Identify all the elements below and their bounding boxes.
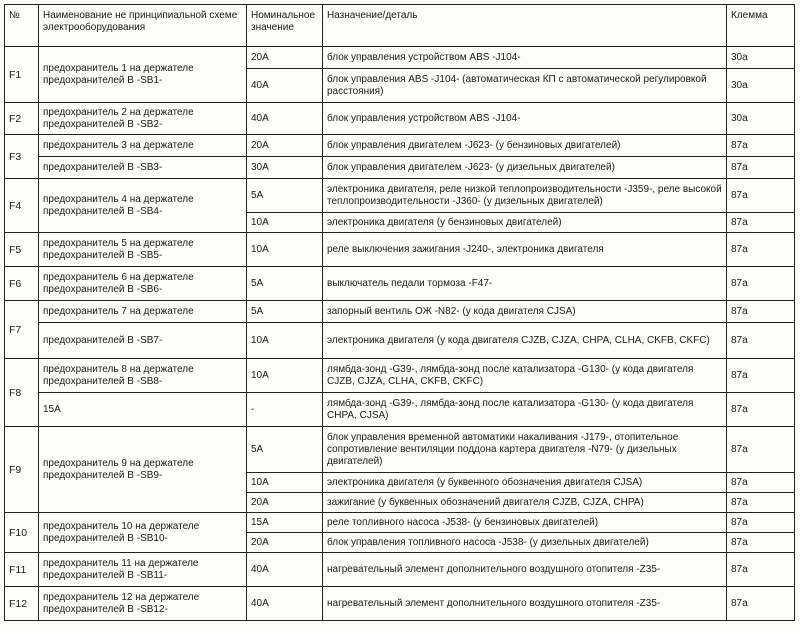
table-row	[5, 103, 795, 135]
fuse-terminal: 30а	[727, 69, 795, 103]
fuse-name: предохранитель 12 на держателе предохранителей В -SB12-	[39, 587, 247, 621]
fuse-terminal: 87а	[727, 513, 795, 533]
table-row	[5, 135, 795, 157]
fuse-rating: 10А	[247, 323, 323, 359]
fuse-rating: 40А	[247, 553, 323, 587]
header-name: Наименование не принципиальной схеме электрооборудования	[39, 5, 247, 47]
fuse-name: 15А	[39, 393, 247, 427]
fuse-name: предохранитель 5 на держателе предохранителей В -SB5-	[39, 233, 247, 267]
fuse-rating: 40А	[247, 69, 323, 103]
fuse-name: предохранитель 10 на держателе предохранителей В -SB10-	[39, 513, 247, 553]
fuse-rating: 5А	[247, 267, 323, 301]
fuse-purpose: нагревательный элемент дополнительного воздушного отопителя -Z35-	[323, 587, 727, 621]
table-row	[5, 179, 795, 213]
table-row	[5, 301, 795, 323]
header-terminal: Клемма	[727, 5, 795, 47]
fuse-terminal: 87а	[727, 473, 795, 493]
fuse-purpose: электроника двигателя (у буквенного обозначения двигателя CJSA)	[323, 473, 727, 493]
fuse-terminal: 87а	[727, 359, 795, 393]
fuse-name: предохранитель 6 на держателе предохранителей В -SB6-	[39, 267, 247, 301]
fuse-number: F8	[5, 359, 39, 427]
fuse-purpose: блок управления топливного насоса -J538- (у дизельных двигателей)	[323, 533, 727, 553]
fuse-name: предохранителей В -SB3-	[39, 157, 247, 179]
fuse-rating: 20А	[247, 135, 323, 157]
header-row	[5, 5, 795, 47]
fuse-number: F12	[5, 587, 39, 621]
fuse-terminal: 87а	[727, 393, 795, 427]
fuse-rating: 5А	[247, 427, 323, 473]
fuse-name: предохранитель 1 на держателе предохранителей В -SB1-	[39, 47, 247, 103]
table-row	[5, 323, 795, 359]
table-row	[5, 513, 795, 533]
table-row	[5, 553, 795, 587]
table-row	[5, 427, 795, 473]
fuse-rating: 10А	[247, 213, 323, 233]
fuse-rating: 10А	[247, 233, 323, 267]
fuse-number: F2	[5, 103, 39, 135]
fuse-terminal: 87а	[727, 493, 795, 513]
table-row	[5, 393, 795, 427]
fuse-terminal: 87а	[727, 135, 795, 157]
table-row	[5, 47, 795, 69]
header-num: №	[5, 5, 39, 47]
fuse-terminal: 87а	[727, 301, 795, 323]
fuse-purpose: блок управления временной автоматики накаливания -J179-, отопительное сопротивление вентиляции поддона картера двигателя -N79- (у дизельных двигателей)	[323, 427, 727, 473]
fuse-number: F9	[5, 427, 39, 513]
fuse-rating: 30А	[247, 157, 323, 179]
table-row	[5, 587, 795, 621]
fuse-terminal: 30а	[727, 47, 795, 69]
fuse-rating: 20А	[247, 47, 323, 69]
fuse-purpose: блок управления устройством ABS -J104-	[323, 103, 727, 135]
fuse-name: предохранитель 11 на держателе предохранителей В -SB11-	[39, 553, 247, 587]
fuse-table	[4, 4, 795, 621]
fuse-rating: 10А	[247, 473, 323, 493]
fuse-purpose: лямбда-зонд -G39-, лямбда-зонд после катализатора -G130- (у кода двигателя CHPA, CJSA)	[323, 393, 727, 427]
fuse-rating: 20А	[247, 493, 323, 513]
fuse-purpose: реле топливного насоса -J538- (у бензиновых двигателей)	[323, 513, 727, 533]
fuse-name: предохранитель 8 на держателе предохранителей В -SB8-	[39, 359, 247, 393]
fuse-purpose: лямбда-зонд -G39-, лямбда-зонд после катализатора -G130- (у кода двигателя CJZB, CJZA, CLHA, CKFB, CKFC)	[323, 359, 727, 393]
fuse-rating: -	[247, 393, 323, 427]
fuse-terminal: 87а	[727, 213, 795, 233]
fuse-purpose: блок управления ABS -J104- (автоматическая КП с автоматической регулировкой расстояния)	[323, 69, 727, 103]
fuse-terminal: 87а	[727, 267, 795, 301]
table-row	[5, 233, 795, 267]
fuse-purpose: нагревательный элемент дополнительного воздушного отопителя -Z35-	[323, 553, 727, 587]
fuse-name: предохранитель 3 на держателе	[39, 135, 247, 157]
fuse-purpose: блок управления двигателем -J623- (у бензиновых двигателей)	[323, 135, 727, 157]
fuse-purpose: электроника двигателя (у бензиновых двигателей)	[323, 213, 727, 233]
fuse-number: F7	[5, 301, 39, 359]
fuse-purpose: блок управления устройством ABS -J104-	[323, 47, 727, 69]
fuse-name: предохранителей В -SB7-	[39, 323, 247, 359]
fuse-name: предохранитель 4 на держателе предохранителей В -SB4-	[39, 179, 247, 233]
fuse-purpose: запорный вентиль ОЖ -N82- (у кода двигателя CJSA)	[323, 301, 727, 323]
fuse-number: F11	[5, 553, 39, 587]
table-row	[5, 157, 795, 179]
fuse-purpose: реле выключения зажигания -J240-, электроника двигателя	[323, 233, 727, 267]
fuse-terminal: 87а	[727, 427, 795, 473]
fuse-rating: 5А	[247, 301, 323, 323]
fuse-rating: 10А	[247, 359, 323, 393]
table-row	[5, 267, 795, 301]
fuse-rating: 15А	[247, 513, 323, 533]
fuse-number: F1	[5, 47, 39, 103]
fuse-terminal: 87а	[727, 553, 795, 587]
fuse-rating: 40А	[247, 103, 323, 135]
fuse-purpose: электроника двигателя, реле низкой теплопроизводительности -J359-, реле высокой теплопроизводительности -J360- (у дизельных двигателей)	[323, 179, 727, 213]
fuse-rating: 5А	[247, 179, 323, 213]
header-rating: Номинальное значение	[247, 5, 323, 47]
fuse-terminal: 87а	[727, 323, 795, 359]
fuse-number: F5	[5, 233, 39, 267]
fuse-purpose: выключатель педали тормоза -F47-	[323, 267, 727, 301]
fuse-terminal: 87а	[727, 587, 795, 621]
fuse-name: предохранитель 9 на держателе предохранителей В -SB9-	[39, 427, 247, 513]
fuse-number: F10	[5, 513, 39, 553]
fuse-number: F4	[5, 179, 39, 233]
fuse-name: предохранитель 7 на держателе	[39, 301, 247, 323]
fuse-terminal: 87а	[727, 157, 795, 179]
fuse-purpose: блок управления двигателем -J623- (у дизельных двигателей)	[323, 157, 727, 179]
fuse-purpose: электроника двигателя (у кода двигателя CJZB, CJZA, CHPA, CLHA, CKFB, CKFC)	[323, 323, 727, 359]
table-row	[5, 359, 795, 393]
fuse-number: F3	[5, 135, 39, 179]
fuse-terminal: 87а	[727, 533, 795, 553]
fuse-purpose: зажигание (у буквенных обозначений двигателя CJZB, CJZA, CHPA)	[323, 493, 727, 513]
fuse-terminal: 87а	[727, 179, 795, 213]
fuse-number: F6	[5, 267, 39, 301]
fuse-terminal: 30а	[727, 103, 795, 135]
header-purpose: Назначение/деталь	[323, 5, 727, 47]
fuse-rating: 40А	[247, 587, 323, 621]
fuse-terminal: 87а	[727, 233, 795, 267]
fuse-name: предохранитель 2 на держателе предохранителей В -SB2-	[39, 103, 247, 135]
fuse-rating: 20А	[247, 533, 323, 553]
